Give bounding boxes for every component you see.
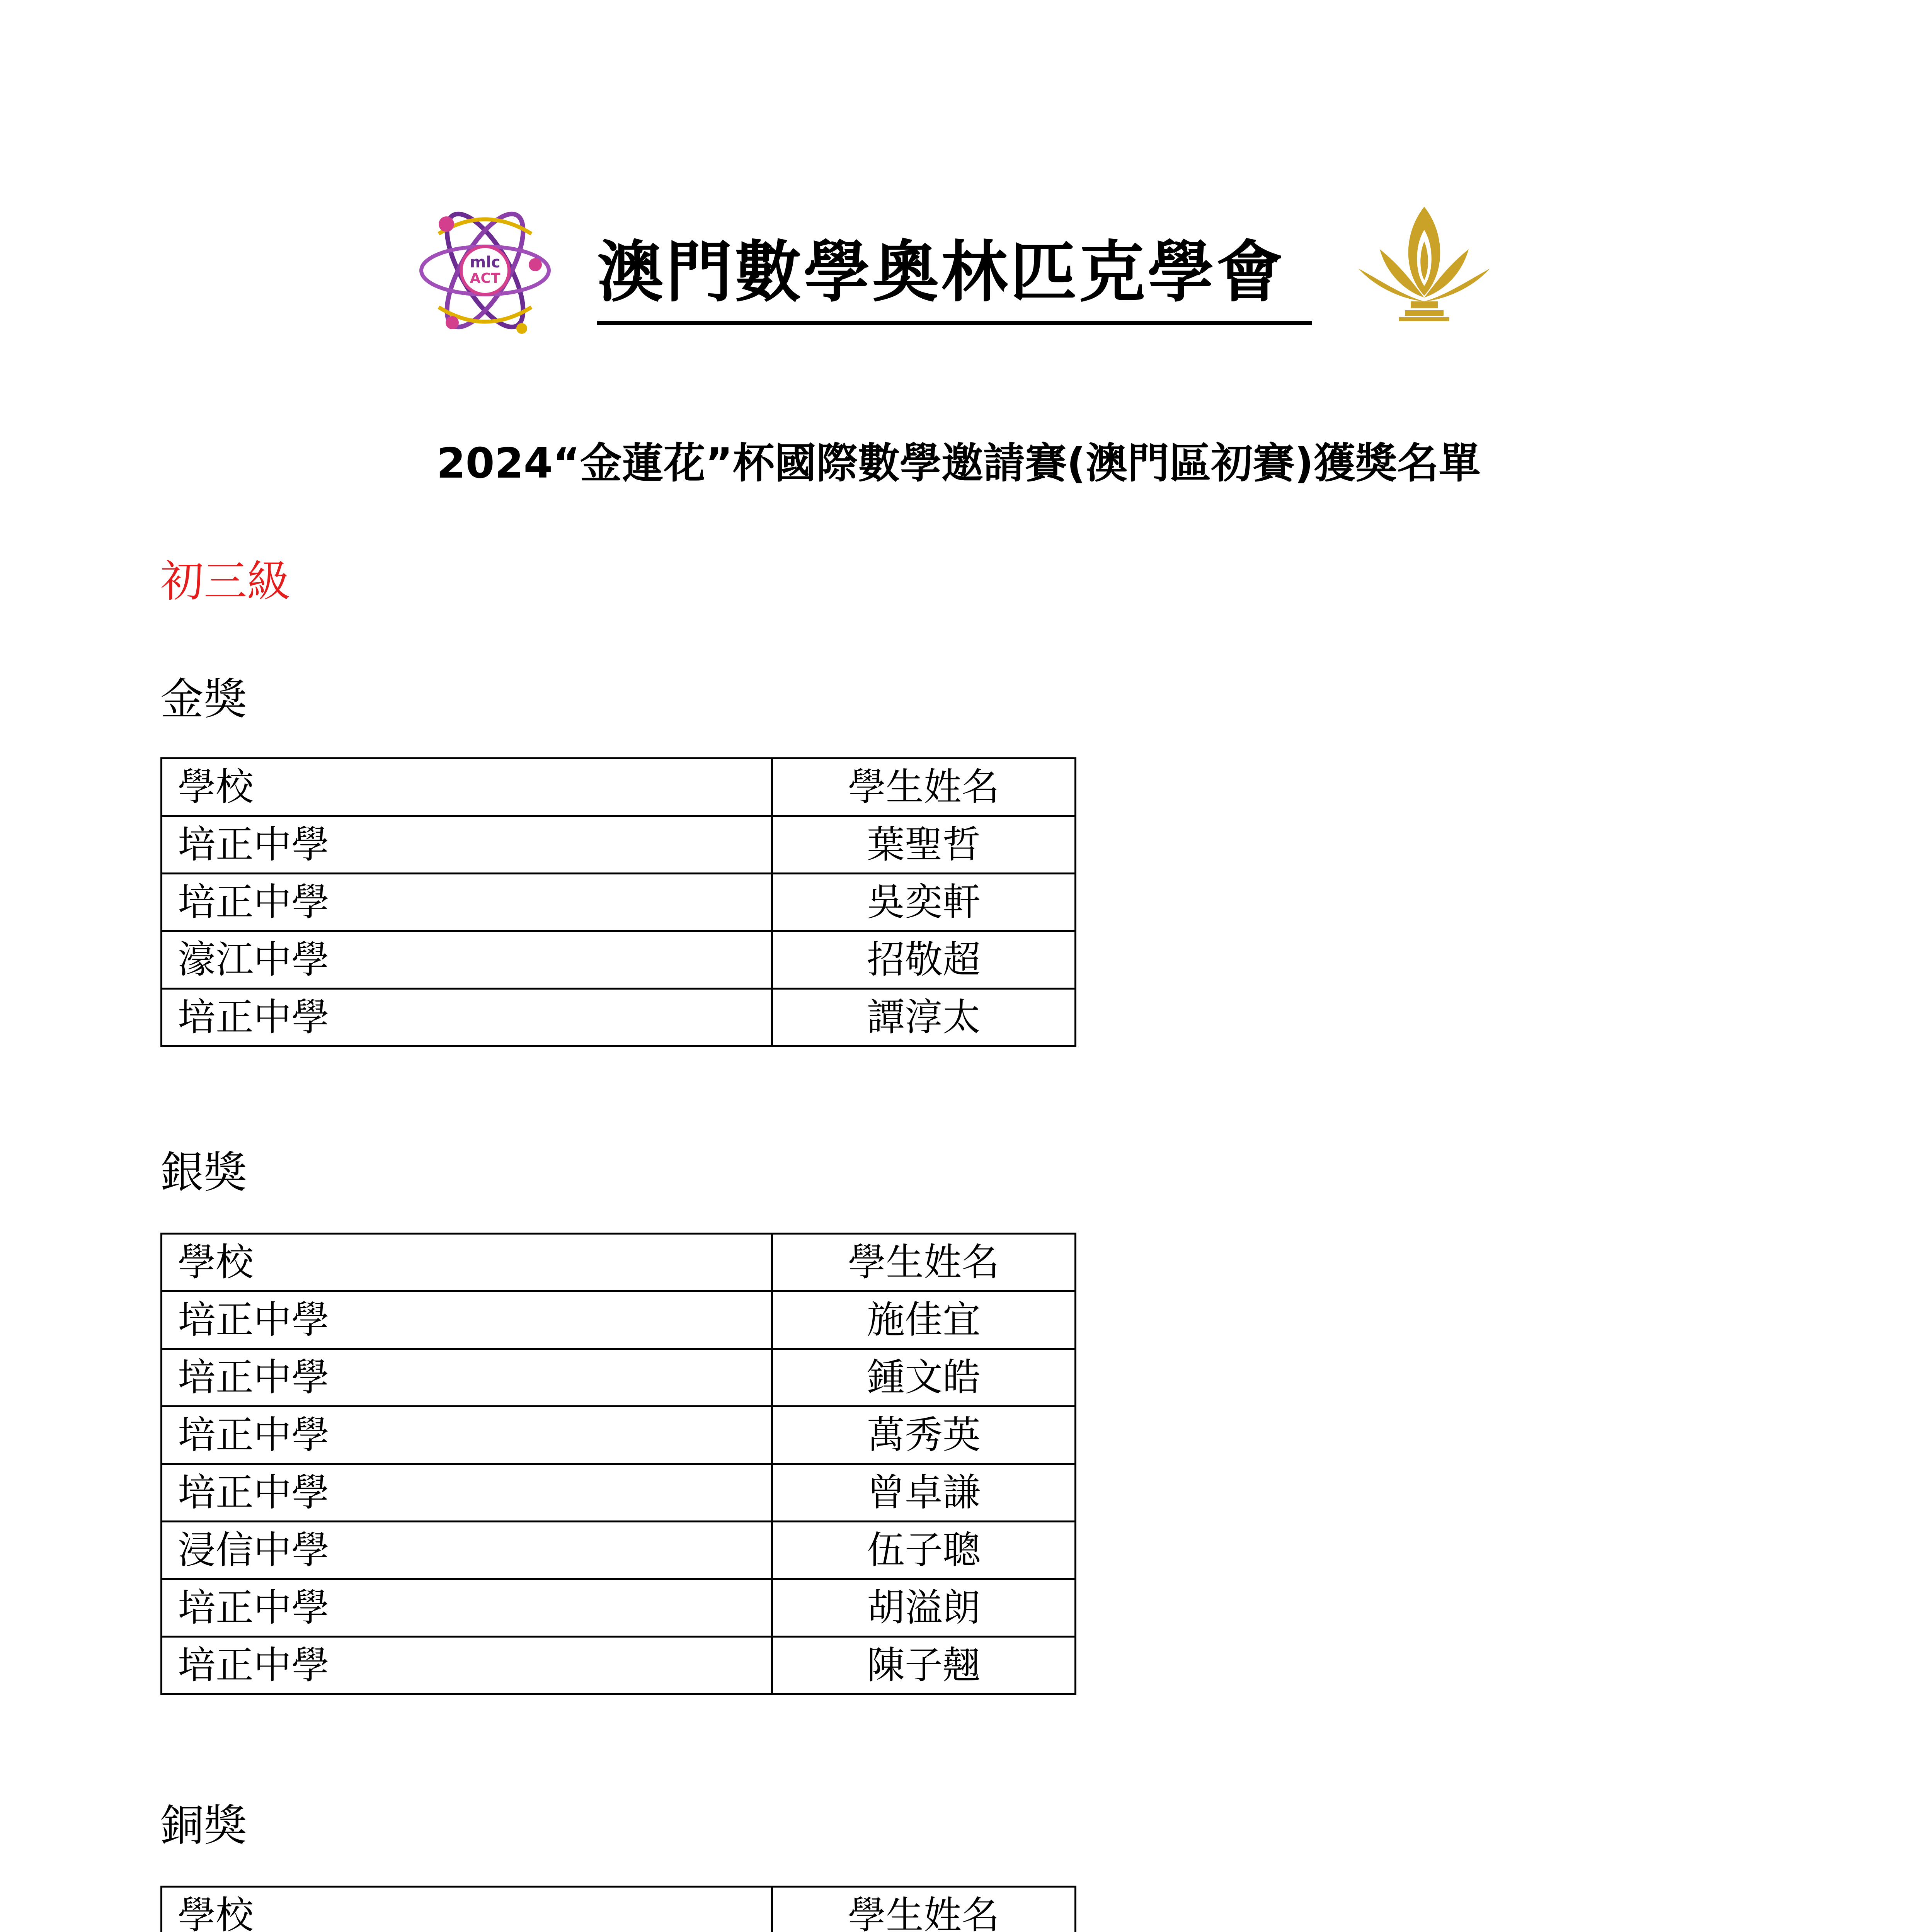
golden-lotus-logo (1357, 203, 1492, 330)
column-header-student-name: 學生姓名 (772, 1887, 1076, 1932)
table-header-row (162, 759, 1076, 816)
grade-heading: 初三級 (160, 556, 290, 607)
table-header-row (162, 1234, 1076, 1291)
school-cell: 培正中學 (162, 874, 772, 931)
school-cell: 培正中學 (162, 816, 772, 874)
silver-award-heading: 銀獎 (160, 1148, 247, 1198)
student-name-cell: 鍾文皓 (772, 1349, 1076, 1406)
document-title: 2024“金蓮花”杯國際數學邀請賽(澳門區初賽)獲獎名單 (436, 439, 1481, 488)
table-row (162, 931, 1076, 989)
table-row (162, 874, 1076, 931)
table-row (162, 1464, 1076, 1522)
table-row (162, 1522, 1076, 1579)
student-name-cell: 吳奕軒 (772, 874, 1076, 931)
student-name-cell: 曾卓謙 (772, 1464, 1076, 1522)
school-cell: 濠江中學 (162, 931, 772, 989)
gold-award-heading: 金獎 (160, 674, 247, 724)
student-name-cell: 胡溢朗 (772, 1579, 1076, 1637)
student-name-cell: 萬秀英 (772, 1406, 1076, 1464)
table-row (162, 1349, 1076, 1406)
organization-name: 澳門數學奧林匹克學會 (597, 233, 1285, 311)
gold-award-table (160, 757, 1076, 1047)
table-row (162, 1406, 1076, 1464)
student-name-cell: 陳子翹 (772, 1637, 1076, 1694)
student-name-cell: 施佳宜 (772, 1291, 1076, 1349)
school-cell: 浸信中學 (162, 1522, 772, 1579)
atom-orbit-logo-icon (415, 197, 555, 344)
svg-text:ACT: ACT (470, 270, 501, 286)
title-underline (597, 321, 1312, 325)
school-cell: 培正中學 (162, 1291, 772, 1349)
column-header-school: 學校 (162, 1887, 772, 1932)
student-name-cell: 葉聖哲 (772, 816, 1076, 874)
bronze-award-heading: 銅獎 (160, 1801, 247, 1851)
svg-text:mlc: mlc (470, 253, 501, 271)
school-cell: 培正中學 (162, 1349, 772, 1406)
table-row (162, 989, 1076, 1046)
column-header-school: 學校 (162, 759, 772, 816)
school-cell: 培正中學 (162, 1406, 772, 1464)
table-row (162, 816, 1076, 874)
column-header-school: 學校 (162, 1234, 772, 1291)
table-header-row (162, 1887, 1076, 1932)
table-row (162, 1579, 1076, 1637)
student-name-cell: 譚淳太 (772, 989, 1076, 1046)
column-header-student-name: 學生姓名 (772, 759, 1076, 816)
school-cell: 培正中學 (162, 1637, 772, 1694)
bronze-award-table (160, 1886, 1076, 1932)
table-row (162, 1637, 1076, 1694)
society-logo (415, 197, 555, 344)
school-cell: 培正中學 (162, 1579, 772, 1637)
student-name-cell: 伍子聰 (772, 1522, 1076, 1579)
school-cell: 培正中學 (162, 1464, 772, 1522)
table-row (162, 1291, 1076, 1349)
silver-award-table (160, 1233, 1076, 1695)
golden-lotus-logo-icon (1357, 203, 1492, 330)
school-cell: 培正中學 (162, 989, 772, 1046)
student-name-cell: 招敬超 (772, 931, 1076, 989)
column-header-student-name: 學生姓名 (772, 1234, 1076, 1291)
